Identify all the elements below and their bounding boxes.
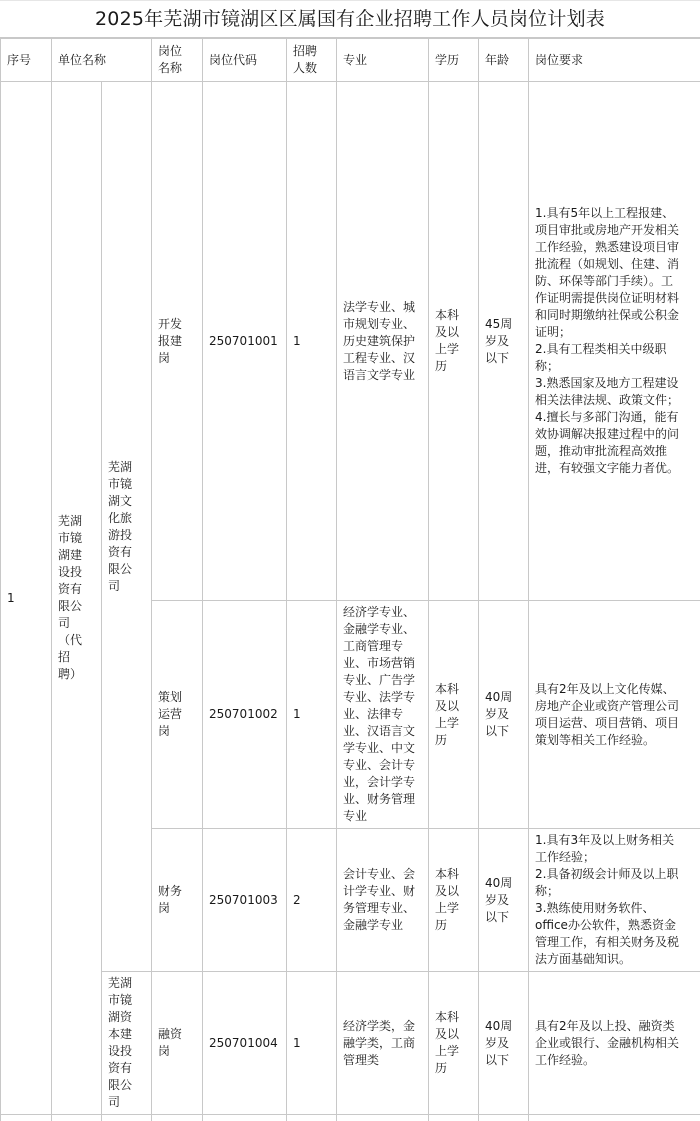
code-cell: 250701004: [203, 972, 287, 1115]
page-title: 2025年芜湖市镜湖区区属国有企业招聘工作人员岗位计划表: [0, 0, 700, 38]
continuation-cell: [287, 1115, 337, 1121]
education-cell: 本科 及以 上学 历: [429, 829, 479, 972]
table-row: [1, 972, 700, 1115]
header-requirements: 岗位要求: [529, 39, 700, 82]
header-unit: 单位名称: [52, 39, 152, 82]
sub-unit-cell: 芜湖 市镜 湖文 化旅 游投 资有 限公 司: [102, 82, 152, 972]
education-cell: 本科 及以 上学 历: [429, 82, 479, 601]
continuation-cell: [1, 1115, 52, 1121]
header-seq: 序号: [1, 39, 52, 82]
header-position: 岗位 名称: [152, 39, 203, 82]
requirements-cell: 具有2年及以上文化传媒、 房地产企业或资产管理公司 项目运营、项目营销、项目 策划等相关工作经验。: [529, 601, 700, 829]
continuation-cell: [529, 1115, 700, 1121]
parent-unit-cell: 芜湖 市镜 湖建 设投 资有 限公 司 （代 招 聘）: [52, 82, 102, 1115]
header-education: 学历: [429, 39, 479, 82]
continuation-cell: [102, 1115, 152, 1121]
table-continuation-row: [1, 1115, 700, 1121]
header-code: 岗位代码: [203, 39, 287, 82]
age-cell: 45周 岁及 以下: [479, 82, 529, 601]
position-cell: 策划 运营 岗: [152, 601, 203, 829]
continuation-cell: [203, 1115, 287, 1121]
seq-cell: 1: [1, 82, 52, 1115]
major-cell: 经济学类，金 融学类，工商 管理类: [337, 972, 429, 1115]
position-cell: 开发 报建 岗: [152, 82, 203, 601]
position-plan-table: [0, 38, 700, 1121]
age-cell: 40周 岁及 以下: [479, 972, 529, 1115]
position-cell: 融资 岗: [152, 972, 203, 1115]
age-cell: 40周 岁及 以下: [479, 829, 529, 972]
table-header-row: [1, 39, 700, 82]
code-cell: 250701001: [203, 82, 287, 601]
education-cell: 本科 及以 上学 历: [429, 601, 479, 829]
major-cell: 会计专业、会 计学专业、财 务管理专业、 金融学专业: [337, 829, 429, 972]
count-cell: 1: [287, 972, 337, 1115]
continuation-cell: [337, 1115, 429, 1121]
position-cell: 财务 岗: [152, 829, 203, 972]
requirements-cell: 1.具有5年以上工程报建、 项目审批或房地产开发相关 工作经验，熟悉建设项目审 批流程（如规划、住建、消 防、环保等部门手续）。工 作证明需提供岗位证明材料 和同时期缴纳社保或公积金 证明； 2.具有工程类相关中级职 称； 3.熟悉国家及地方工程建设 相关法律法规、政策文件； 4.擅长与多部门沟通，能有 效协调解决报建过程中的问 题，推动审批流程高效推 进，有较强文字能力者优。: [529, 82, 700, 601]
count-cell: 1: [287, 601, 337, 829]
sub-unit-cell: 芜湖 市镜 湖资 本建 设投 资有 限公 司: [102, 972, 152, 1115]
requirements-cell: 1.具有3年及以上财务相关 工作经验； 2.具备初级会计师及以上职 称； 3.熟练使用财务软件、 office办公软件，熟悉资金 管理工作，有相关财务及税 法方面基础知识。: [529, 829, 700, 972]
header-major: 专业: [337, 39, 429, 82]
age-cell: 40周 岁及 以下: [479, 601, 529, 829]
continuation-cell: [52, 1115, 102, 1121]
count-cell: 1: [287, 82, 337, 601]
continuation-cell: [429, 1115, 479, 1121]
code-cell: 250701003: [203, 829, 287, 972]
education-cell: 本科 及以 上学 历: [429, 972, 479, 1115]
continuation-cell: [479, 1115, 529, 1121]
header-count: 招聘 人数: [287, 39, 337, 82]
table-row: [1, 82, 700, 601]
header-age: 年龄: [479, 39, 529, 82]
code-cell: 250701002: [203, 601, 287, 829]
major-cell: 法学专业、城 市规划专业、 历史建筑保护 工程专业、汉 语言文学专业: [337, 82, 429, 601]
major-cell: 经济学专业、 金融学专业、 工商管理专 业、市场营销 专业、广告学 专业、法学专 业、法律专 业、汉语言文 学专业、中文 专业、会计专 业，会计学专 业、财务管理 专业: [337, 601, 429, 829]
continuation-cell: [152, 1115, 203, 1121]
count-cell: 2: [287, 829, 337, 972]
requirements-cell: 具有2年及以上投、融资类 企业或银行、金融机构相关 工作经验。: [529, 972, 700, 1115]
